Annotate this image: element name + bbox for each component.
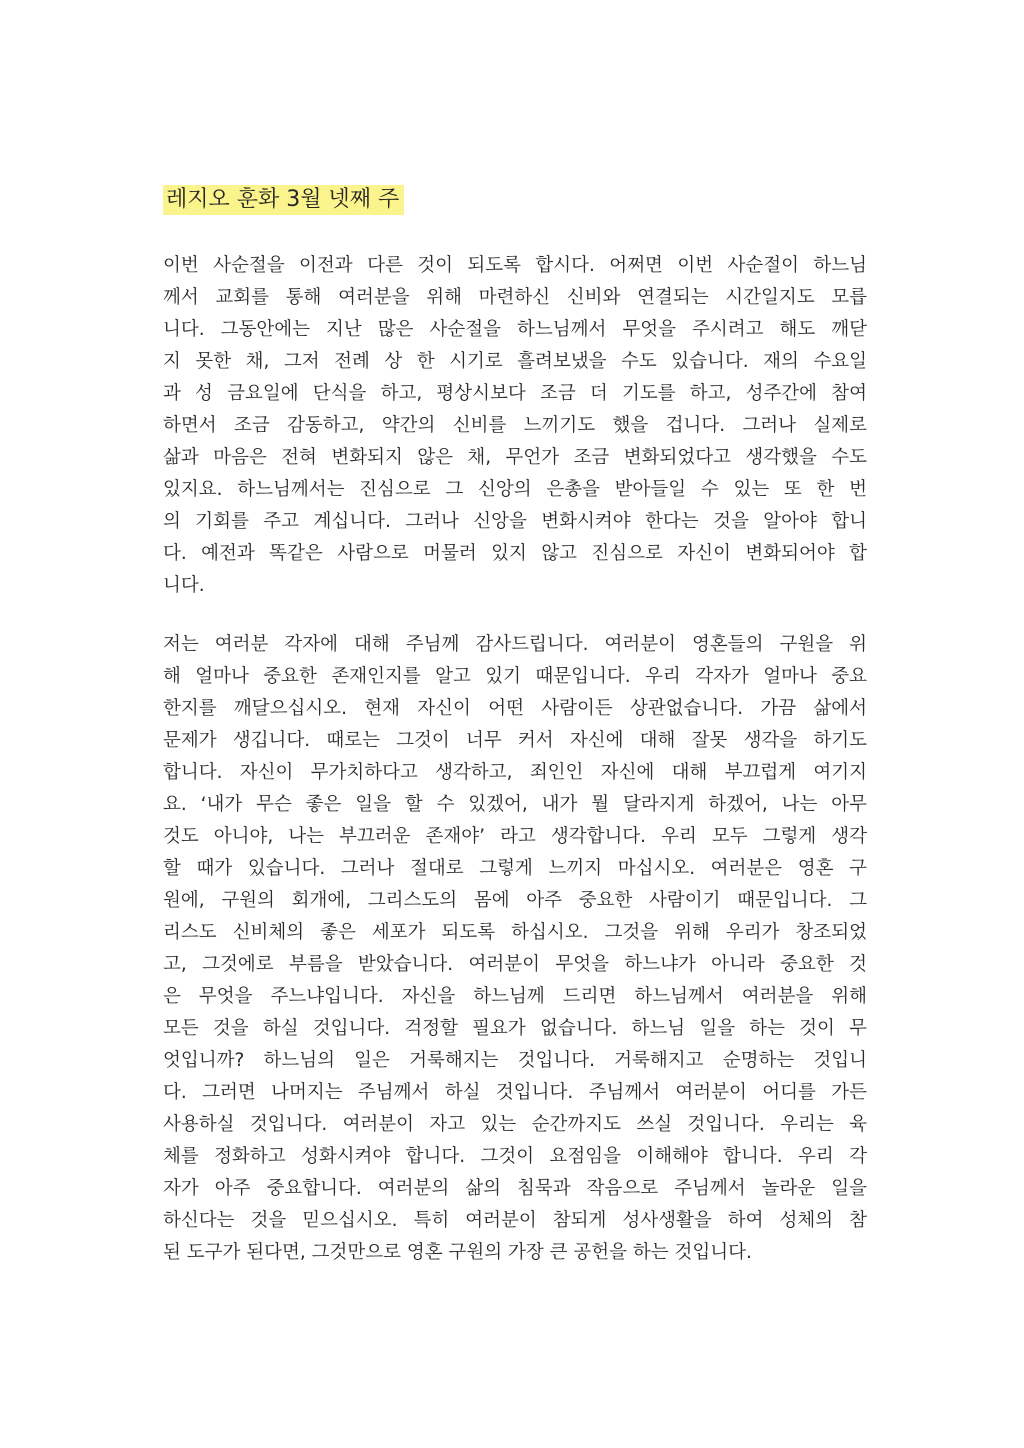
text-line: 할 때가 있습니다. 그러나 절대로 그렇게 느끼지 마십시오. 여러분은 영혼 구 [163, 858, 867, 879]
text-line: 리스도 신비체의 좋은 세포가 되도록 하십시오. 그것을 위해 우리가 창조되었 [163, 922, 867, 943]
text-line: 의 기회를 주고 계십니다. 그러나 신앙을 변화시켜야 한다는 것을 알아야 합니 [163, 511, 867, 532]
text-line: 은 무엇을 주느냐입니다. 자신을 하느님께 드리면 하느님께서 여러분을 위해 [163, 986, 867, 1007]
text-line: 저는 여러분 각자에 대해 주님께 감사드립니다. 여러분이 영혼들의 구원을 위 [163, 634, 867, 655]
text-line: 지 못한 채, 그저 전례 상 한 시기로 흘려보냈을 수도 있습니다. 재의 수요일 [163, 351, 867, 372]
text-line: 것도 아니야, 나는 부끄러운 존재야’ 라고 생각합니다. 우리 모두 그렇게 생각 [163, 826, 867, 847]
text-line: 모든 것을 하실 것입니다. 걱정할 필요가 없습니다. 하느님 일을 하는 것이 무 [163, 1018, 867, 1039]
text-line: 께서 교회를 통해 여러분을 위해 마련하신 신비와 연결되는 시간일지도 모릅 [163, 287, 867, 308]
paragraph-1 [163, 250, 867, 602]
text-line: 다. 예전과 똑같은 사람으로 머물러 있지 않고 진심으로 자신이 변화되어야 합 [163, 543, 867, 564]
text-line: 다. 그러면 나머지는 주님께서 하실 것입니다. 주님께서 여러분이 어디를 가든 [163, 1082, 867, 1103]
text-line: 하면서 조금 감동하고, 약간의 신비를 느끼기도 했을 겁니다. 그러나 실제로 [163, 415, 867, 436]
text-line: 니다. [163, 575, 205, 596]
paragraph-2 [163, 629, 867, 1269]
text-line: 자가 아주 중요합니다. 여러분의 삶의 침묵과 작음으로 주님께서 놀라운 일을 [163, 1178, 867, 1199]
text-line: 이번 사순절을 이전과 다른 것이 되도록 합시다. 어쩌면 이번 사순절이 하느님 [163, 255, 867, 276]
text-line: 원에, 구원의 회개에, 그리스도의 몸에 아주 중요한 사람이기 때문입니다. 그 [163, 890, 867, 911]
text-line: 삶과 마음은 전혀 변화되지 않은 채, 무언가 조금 변화되었다고 생각했을 수도 [163, 447, 867, 468]
text-line: 문제가 생깁니다. 때로는 그것이 너무 커서 자신에 대해 잘못 생각을 하기도 [163, 730, 867, 751]
text-line: 하신다는 것을 믿으십시오. 특히 여러분이 참되게 성사생활을 하여 성체의 참 [163, 1210, 867, 1231]
text-line: 고, 그것에로 부름을 받았습니다. 여러분이 무엇을 하느냐가 아니라 중요한 것 [163, 954, 867, 975]
text-line: 체를 정화하고 성화시켜야 합니다. 그것이 요점임을 이해해야 합니다. 우리 각 [163, 1146, 867, 1167]
text-line: 과 성 금요일에 단식을 하고, 평상시보다 조금 더 기도를 하고, 성주간에 참여 [163, 383, 867, 404]
text-line: 한지를 깨달으십시오. 현재 자신이 어떤 사람이든 상관없습니다. 가끔 삶에서 [163, 698, 867, 719]
text-line: 된 도구가 된다면, 그것만으로 영혼 구원의 가장 큰 공헌을 하는 것입니다. [163, 1242, 752, 1263]
text-line: 엇입니까? 하느님의 일은 거룩해지는 것입니다. 거룩해지고 순명하는 것입니 [163, 1050, 867, 1071]
text-line: 요. ‘내가 무슨 좋은 일을 할 수 있겠어, 내가 뭘 달라지게 하겠어, 나는 아무 [163, 794, 867, 815]
text-line: 합니다. 자신이 무가치하다고 생각하고, 죄인인 자신에 대해 부끄럽게 여기지 [163, 762, 867, 783]
text-line: 해 얼마나 중요한 존재인지를 알고 있기 때문입니다. 우리 각자가 얼마나 중요 [163, 666, 867, 687]
text-line: 사용하실 것입니다. 여러분이 자고 있는 순간까지도 쓰실 것입니다. 우리는 육 [163, 1114, 867, 1135]
text-line: 있지요. 하느님께서는 진심으로 그 신앙의 은총을 받아들일 수 있는 또 한 번 [163, 479, 867, 500]
document-title: 레지오 훈화 3월 넷째 주 [163, 185, 404, 215]
text-line: 니다. 그동안에는 지난 많은 사순절을 하느님께서 무엇을 주시려고 해도 깨닫 [163, 319, 867, 340]
